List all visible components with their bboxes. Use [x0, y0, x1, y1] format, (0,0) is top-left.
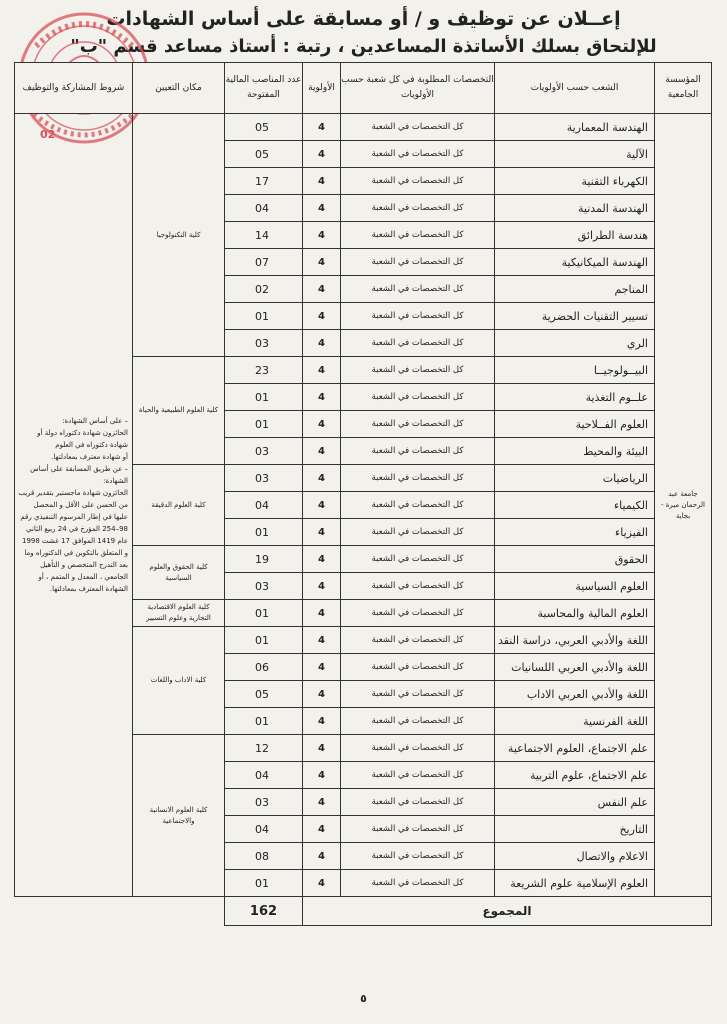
posts-cell: 06: [225, 654, 303, 681]
institution-cell: جامعة عبد الرحمان ميرة - بجاية: [655, 114, 712, 897]
posts-cell: 01: [225, 870, 303, 897]
specialty-cell: كل التخصصات في الشعبة: [341, 573, 495, 600]
header-conditions: شروط المشاركة والتوظيف: [15, 63, 133, 114]
specialty-cell: كل التخصصات في الشعبة: [341, 627, 495, 654]
posts-cell: 14: [225, 222, 303, 249]
specialty-cell: كل التخصصات في الشعبة: [341, 600, 495, 627]
posts-cell: 01: [225, 303, 303, 330]
condition-line: الحائزون شهادة دكتوراه دولة أو شهادة دكتوراه في العلوم: [37, 429, 128, 449]
branch-cell: الرياضيات: [495, 465, 655, 492]
posts-cell: 04: [225, 492, 303, 519]
specialty-cell: كل التخصصات في الشعبة: [341, 816, 495, 843]
total-value: 162: [225, 897, 303, 926]
posts-cell: 04: [225, 816, 303, 843]
branch-cell: البيــولوجيــا: [495, 357, 655, 384]
branch-cell: الكهرباء التقنية: [495, 168, 655, 195]
specialty-cell: كل التخصصات في الشعبة: [341, 789, 495, 816]
branch-cell: علــوم التغذية: [495, 384, 655, 411]
branch-cell: علم الاجتماع، العلوم الاجتماعية: [495, 735, 655, 762]
branch-cell: الري: [495, 330, 655, 357]
condition-line: – على أساس الشهادة:: [62, 417, 128, 425]
condition-line: – عن طريق المسابقة على أساس الشهادة:: [30, 465, 128, 485]
table-header-row: [15, 63, 712, 114]
branch-cell: الآلية: [495, 141, 655, 168]
branch-cell: علم النفس: [495, 789, 655, 816]
specialty-cell: كل التخصصات في الشعبة: [341, 114, 495, 141]
priority-cell: 4: [303, 384, 341, 411]
posts-cell: 03: [225, 438, 303, 465]
priority-cell: 4: [303, 735, 341, 762]
priority-cell: 4: [303, 438, 341, 465]
header-posts: عدد المناصب المالية المفتوحة: [225, 63, 303, 114]
priority-cell: 4: [303, 762, 341, 789]
specialty-cell: كل التخصصات في الشعبة: [341, 357, 495, 384]
header-specialty: التخصصات المطلوبة في كل شعبة حسب الأولويات: [341, 63, 495, 114]
branch-cell: الهندسة المدنية: [495, 195, 655, 222]
priority-cell: 4: [303, 816, 341, 843]
priority-cell: 4: [303, 249, 341, 276]
faculty-cell: كلية الاداب واللغات: [133, 627, 225, 735]
priority-cell: 4: [303, 627, 341, 654]
priority-cell: 4: [303, 303, 341, 330]
posts-cell: 03: [225, 465, 303, 492]
conditions-cell: [15, 114, 133, 897]
posts-cell: 08: [225, 843, 303, 870]
header-institution: المؤسسة الجامعية: [655, 63, 712, 114]
announcement-title: إعــلان عن توظيف و / أو مسابقة على أساس الشهادات: [106, 8, 621, 30]
specialty-cell: كل التخصصات في الشعبة: [341, 141, 495, 168]
header-faculty: مكان التعيين: [133, 63, 225, 114]
priority-cell: 4: [303, 789, 341, 816]
priority-cell: 4: [303, 222, 341, 249]
priority-cell: 4: [303, 600, 341, 627]
branch-cell: العلوم السياسية: [495, 573, 655, 600]
branch-cell: الاعلام والاتصال: [495, 843, 655, 870]
faculty-cell: كلية العلوم الدقيقة: [133, 465, 225, 546]
priority-cell: 4: [303, 195, 341, 222]
posts-cell: 01: [225, 708, 303, 735]
posts-cell: 01: [225, 519, 303, 546]
specialty-cell: كل التخصصات في الشعبة: [341, 330, 495, 357]
branch-cell: العلوم المالية والمحاسبة: [495, 600, 655, 627]
specialty-cell: كل التخصصات في الشعبة: [341, 762, 495, 789]
priority-cell: 4: [303, 411, 341, 438]
priority-cell: 4: [303, 114, 341, 141]
specialty-cell: كل التخصصات في الشعبة: [341, 870, 495, 897]
total-row: [15, 897, 712, 926]
specialty-cell: كل التخصصات في الشعبة: [341, 384, 495, 411]
posts-cell: 19: [225, 546, 303, 573]
branch-cell: الهندسة الميكانيكية: [495, 249, 655, 276]
posts-cell: 01: [225, 411, 303, 438]
condition-line: أو شهادة معترف بمعادلتها.: [51, 453, 128, 461]
posts-cell: 07: [225, 249, 303, 276]
posts-cell: 04: [225, 762, 303, 789]
priority-cell: 4: [303, 276, 341, 303]
total-label: المجموع: [303, 897, 712, 926]
branch-cell: هندسة الطرائق: [495, 222, 655, 249]
branch-cell: الفيزياء: [495, 519, 655, 546]
branch-cell: البيئة والمحيط: [495, 438, 655, 465]
specialty-cell: كل التخصصات في الشعبة: [341, 681, 495, 708]
posts-cell: 02: [225, 276, 303, 303]
total-blank-cell: [15, 897, 225, 926]
priority-cell: 4: [303, 168, 341, 195]
posts-cell: 01: [225, 384, 303, 411]
branch-cell: التاريخ: [495, 816, 655, 843]
posts-cell: 04: [225, 195, 303, 222]
priority-cell: 4: [303, 708, 341, 735]
branch-cell: اللغة والأدبي العربي اللسانيات: [495, 654, 655, 681]
priority-cell: 4: [303, 681, 341, 708]
header-branch: الشعب حسب الأولويات: [495, 63, 655, 114]
branch-cell: العلوم الفــلاحية: [495, 411, 655, 438]
page-number: ٥: [360, 992, 367, 1005]
faculty-cell: كلية التكنولوجيا: [133, 114, 225, 357]
specialty-cell: كل التخصصات في الشعبة: [341, 465, 495, 492]
priority-cell: 4: [303, 492, 341, 519]
positions-table: [14, 62, 712, 926]
faculty-cell: كلية العلوم الاقتصادية التجارية وعلوم التسيير: [133, 600, 225, 627]
specialty-cell: كل التخصصات في الشعبة: [341, 708, 495, 735]
posts-cell: 05: [225, 114, 303, 141]
posts-cell: 17: [225, 168, 303, 195]
header-priority: الأولوية: [303, 63, 341, 114]
priority-cell: 4: [303, 870, 341, 897]
specialty-cell: كل التخصصات في الشعبة: [341, 519, 495, 546]
posts-cell: 23: [225, 357, 303, 384]
branch-cell: علم الاجتماع، علوم التربية: [495, 762, 655, 789]
faculty-cell: كلية العلوم الطبيعية والحياة: [133, 357, 225, 465]
branch-cell: اللغة والأدبي العربي، دراسة النقد: [495, 627, 655, 654]
posts-cell: 05: [225, 141, 303, 168]
specialty-cell: كل التخصصات في الشعبة: [341, 492, 495, 519]
specialty-cell: كل التخصصات في الشعبة: [341, 303, 495, 330]
priority-cell: 4: [303, 519, 341, 546]
condition-line: الحائزون شهادة ماجستير بتقدير قريب من الحسن على الأقل و المحصل عليها في إطار المرسوم التنفيذي رقم 98–254 المؤرخ في 24 ربيع الثاني عام 1419 الموافق 17 غشت 1998 و المتعلق بالتكوين في الدكتوراه وما بعد التدرج المتخصص و التأهيل الجامعي ، المعدل و المتمم ، أو الشهادة المعترف بمعادلتها.: [18, 489, 128, 593]
specialty-cell: كل التخصصات في الشعبة: [341, 249, 495, 276]
branch-cell: الهندسة المعمارية: [495, 114, 655, 141]
priority-cell: 4: [303, 546, 341, 573]
posts-cell: 03: [225, 330, 303, 357]
branch-cell: الكيمياء: [495, 492, 655, 519]
faculty-cell: كلية العلوم الانسانية والاجتماعية: [133, 735, 225, 897]
faculty-cell: كلية الحقوق والعلوم السياسية: [133, 546, 225, 600]
announcement-subtitle: للإلتحاق بسلك الأساتذة المساعدين ، رتبة : أستاذ مساعد قسم "ب": [70, 36, 657, 57]
table-body: [15, 114, 712, 926]
specialty-cell: كل التخصصات في الشعبة: [341, 222, 495, 249]
priority-cell: 4: [303, 141, 341, 168]
specialty-cell: كل التخصصات في الشعبة: [341, 843, 495, 870]
specialty-cell: كل التخصصات في الشعبة: [341, 438, 495, 465]
priority-cell: 4: [303, 573, 341, 600]
posts-cell: 01: [225, 600, 303, 627]
posts-cell: 01: [225, 627, 303, 654]
specialty-cell: كل التخصصات في الشعبة: [341, 276, 495, 303]
branch-cell: المناجم: [495, 276, 655, 303]
branch-cell: تسيير التقنيات الحضرية: [495, 303, 655, 330]
specialty-cell: كل التخصصات في الشعبة: [341, 546, 495, 573]
priority-cell: 4: [303, 465, 341, 492]
branch-cell: اللغة والأدبي العربي الاداب: [495, 681, 655, 708]
stamp-number-bottom: 02: [40, 128, 56, 141]
branch-cell: اللغة الفرنسية: [495, 708, 655, 735]
priority-cell: 4: [303, 843, 341, 870]
posts-cell: 05: [225, 681, 303, 708]
priority-cell: 4: [303, 330, 341, 357]
specialty-cell: كل التخصصات في الشعبة: [341, 195, 495, 222]
table-row: [15, 114, 712, 141]
specialty-cell: كل التخصصات في الشعبة: [341, 654, 495, 681]
posts-cell: 03: [225, 789, 303, 816]
specialty-cell: كل التخصصات في الشعبة: [341, 168, 495, 195]
priority-cell: 4: [303, 654, 341, 681]
priority-cell: 4: [303, 357, 341, 384]
specialty-cell: كل التخصصات في الشعبة: [341, 411, 495, 438]
branch-cell: الحقوق: [495, 546, 655, 573]
branch-cell: العلوم الإسلامية علوم الشريعة: [495, 870, 655, 897]
specialty-cell: كل التخصصات في الشعبة: [341, 735, 495, 762]
posts-cell: 03: [225, 573, 303, 600]
posts-cell: 12: [225, 735, 303, 762]
